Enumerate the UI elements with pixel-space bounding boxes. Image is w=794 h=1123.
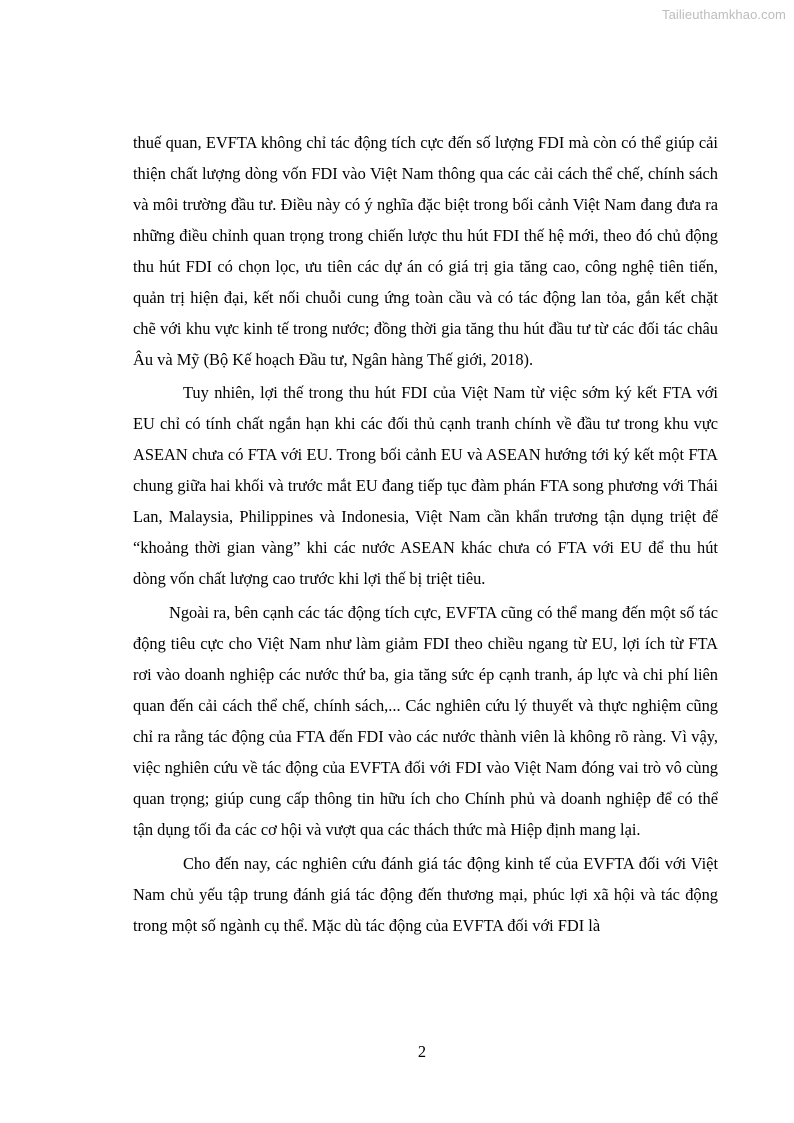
paragraph-4: Cho đến nay, các nghiên cứu đánh giá tác động kinh tế của EVFTA đối với Việt Nam chủ yếu tập trung đánh giá tác động đến thương mại, phúc lợi xã hội và tác động trong một số ngành cụ thể. Mặc dù tác động của EVFTA đối với FDI là xyxy=(133,854,718,935)
document-body xyxy=(133,127,718,941)
page-number: 2 xyxy=(417,1042,427,1061)
paragraph-1: thuế quan, EVFTA không chỉ tác động tích cực đến số lượng FDI mà còn có thể giúp cải thiện chất lượng dòng vốn FDI vào Việt Nam thông qua các cải cách thể chế, chính sách và môi trường đầu tư. Điều này có ý nghĩa đặc biệt trong bối cảnh Việt Nam đang đưa ra những điều chỉnh quan trọng trong chiến lược thu hút FDI thế hệ mới, theo đó chủ động thu hút FDI có chọn lọc, ưu tiên các dự án có giá trị gia tăng cao, công nghệ tiên tiến, quản trị hiện đại, kết nối chuỗi cung ứng toàn cầu và có tác động lan tỏa, gắn kết chặt chẽ với khu vực kinh tế trong nước; đồng thời gia tăng thu hút đầu tư từ các đối tác châu Âu và Mỹ (Bộ Kế hoạch Đầu tư, Ngân hàng Thế giới, 2018). xyxy=(133,133,718,369)
watermark: Tailieuthamkhao.com xyxy=(661,7,786,22)
paragraph-3: Ngoài ra, bên cạnh các tác động tích cực, EVFTA cũng có thể mang đến một số tác động tiêu cực cho Việt Nam như làm giảm FDI theo chiều ngang từ EU, lợi ích từ FTA rơi vào doanh nghiệp các nước thứ ba, gia tăng sức ép cạnh tranh, áp lực và chi phí liên quan đến cải cách thể chế, chính sách,... Các nghiên cứu lý thuyết và thực nghiệm cũng chỉ ra rằng tác động của FTA đến FDI vào các nước thành viên là không rõ ràng. Vì vậy, việc nghiên cứu về tác động của EVFTA đối với FDI vào Việt Nam đóng vai trò vô cùng quan trọng; giúp cung cấp thông tin hữu ích cho Chính phủ và doanh nghiệp để có thể tận dụng tối đa các cơ hội và vượt qua các thách thức mà Hiệp định mang lại. xyxy=(133,603,718,839)
paragraph-2: Tuy nhiên, lợi thế trong thu hút FDI của Việt Nam từ việc sớm ký kết FTA với EU chỉ có tính chất ngắn hạn khi các đối thủ cạnh tranh chính về đầu tư trong khu vực ASEAN chưa có FTA với EU. Trong bối cảnh EU và ASEAN hướng tới ký kết một FTA chung giữa hai khối và trước mắt EU đang tiếp tục đàm phán FTA song phương với Thái Lan, Malaysia, Philippines và Indonesia, Việt Nam cần khẩn trương tận dụng triệt để “khoảng thời gian vàng” khi các nước ASEAN khác chưa có FTA với EU để thu hút dòng vốn chất lượng cao trước khi lợi thế bị triệt tiêu. xyxy=(133,383,718,588)
